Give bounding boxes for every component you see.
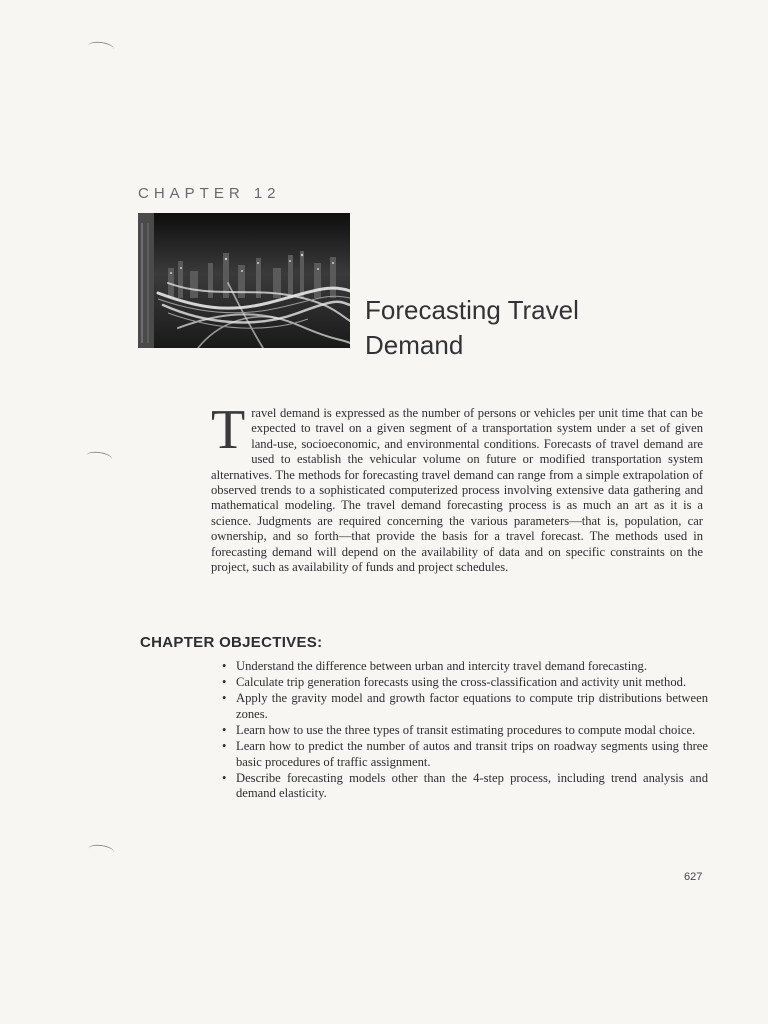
list-item: • Learn how to use the three types of transit estimating procedures to compute modal choice. xyxy=(222,722,696,737)
bullet-icon: • xyxy=(222,770,227,785)
drop-cap: T xyxy=(211,399,246,461)
bullet-icon: • xyxy=(222,691,227,706)
objectives-list xyxy=(220,659,708,802)
list-item: • Apply the gravity model and growth factor equations to compute trip distributions between zones. xyxy=(222,691,708,721)
page-number: 627 xyxy=(684,871,703,883)
punch-hole-mark xyxy=(87,40,114,55)
objectives-heading: CHAPTER OBJECTIVES: xyxy=(140,634,323,651)
intro-paragraph xyxy=(211,399,703,575)
bullet-icon: • xyxy=(222,738,227,753)
bullet-icon: • xyxy=(222,675,227,690)
punch-hole-mark xyxy=(87,843,114,858)
chapter-title xyxy=(365,293,579,363)
chapter-label: CHAPTER 12 xyxy=(138,185,281,202)
bullet-icon: • xyxy=(222,722,227,737)
bullet-icon: • xyxy=(222,659,227,673)
intro-text: ravel demand is expressed as the number of persons or vehicles per unit time that can be expected to travel on a given segment of a transportation system under a set of given land-use, socioeconomic, and environmental conditions. Forecasts of travel demand are used to establish the vehicular volume on future or modified transportation system alternatives. The methods for forecasting travel demand can range from a simple extrapolation of observed trends to a sophisticated computerized process involving extensive data gathering and mathematical modeling. The travel demand forecasting process is as much an art as it is a science. Judgments are required concerning the various parameters—that is, population, car ownership, and so forth—that provide the basis for a travel forecast. The methods used in forecasting demand will depend on the availability of data and on specific constraints on the project, such as availability of funds and project schedules. xyxy=(211,406,703,575)
city-highway-night-image xyxy=(138,213,350,348)
chapter-title-line-2: Demand xyxy=(365,330,464,360)
chapter-photo xyxy=(138,213,350,348)
list-item: • Learn how to predict the number of autos and transit trips on roadway segments using three basic procedures of traffic assignment. xyxy=(222,738,708,769)
chapter-title-line-1: Forecasting Travel xyxy=(365,295,579,325)
list-item: • Understand the difference between urban and intercity travel demand forecasting. xyxy=(222,659,647,673)
punch-hole-mark xyxy=(85,450,112,465)
list-item: • Calculate trip generation forecasts using the cross-classification and activity unit method. xyxy=(222,675,687,690)
list-item: • Describe forecasting models other than the 4-step process, including trend analysis and demand elasticity. xyxy=(222,770,708,801)
